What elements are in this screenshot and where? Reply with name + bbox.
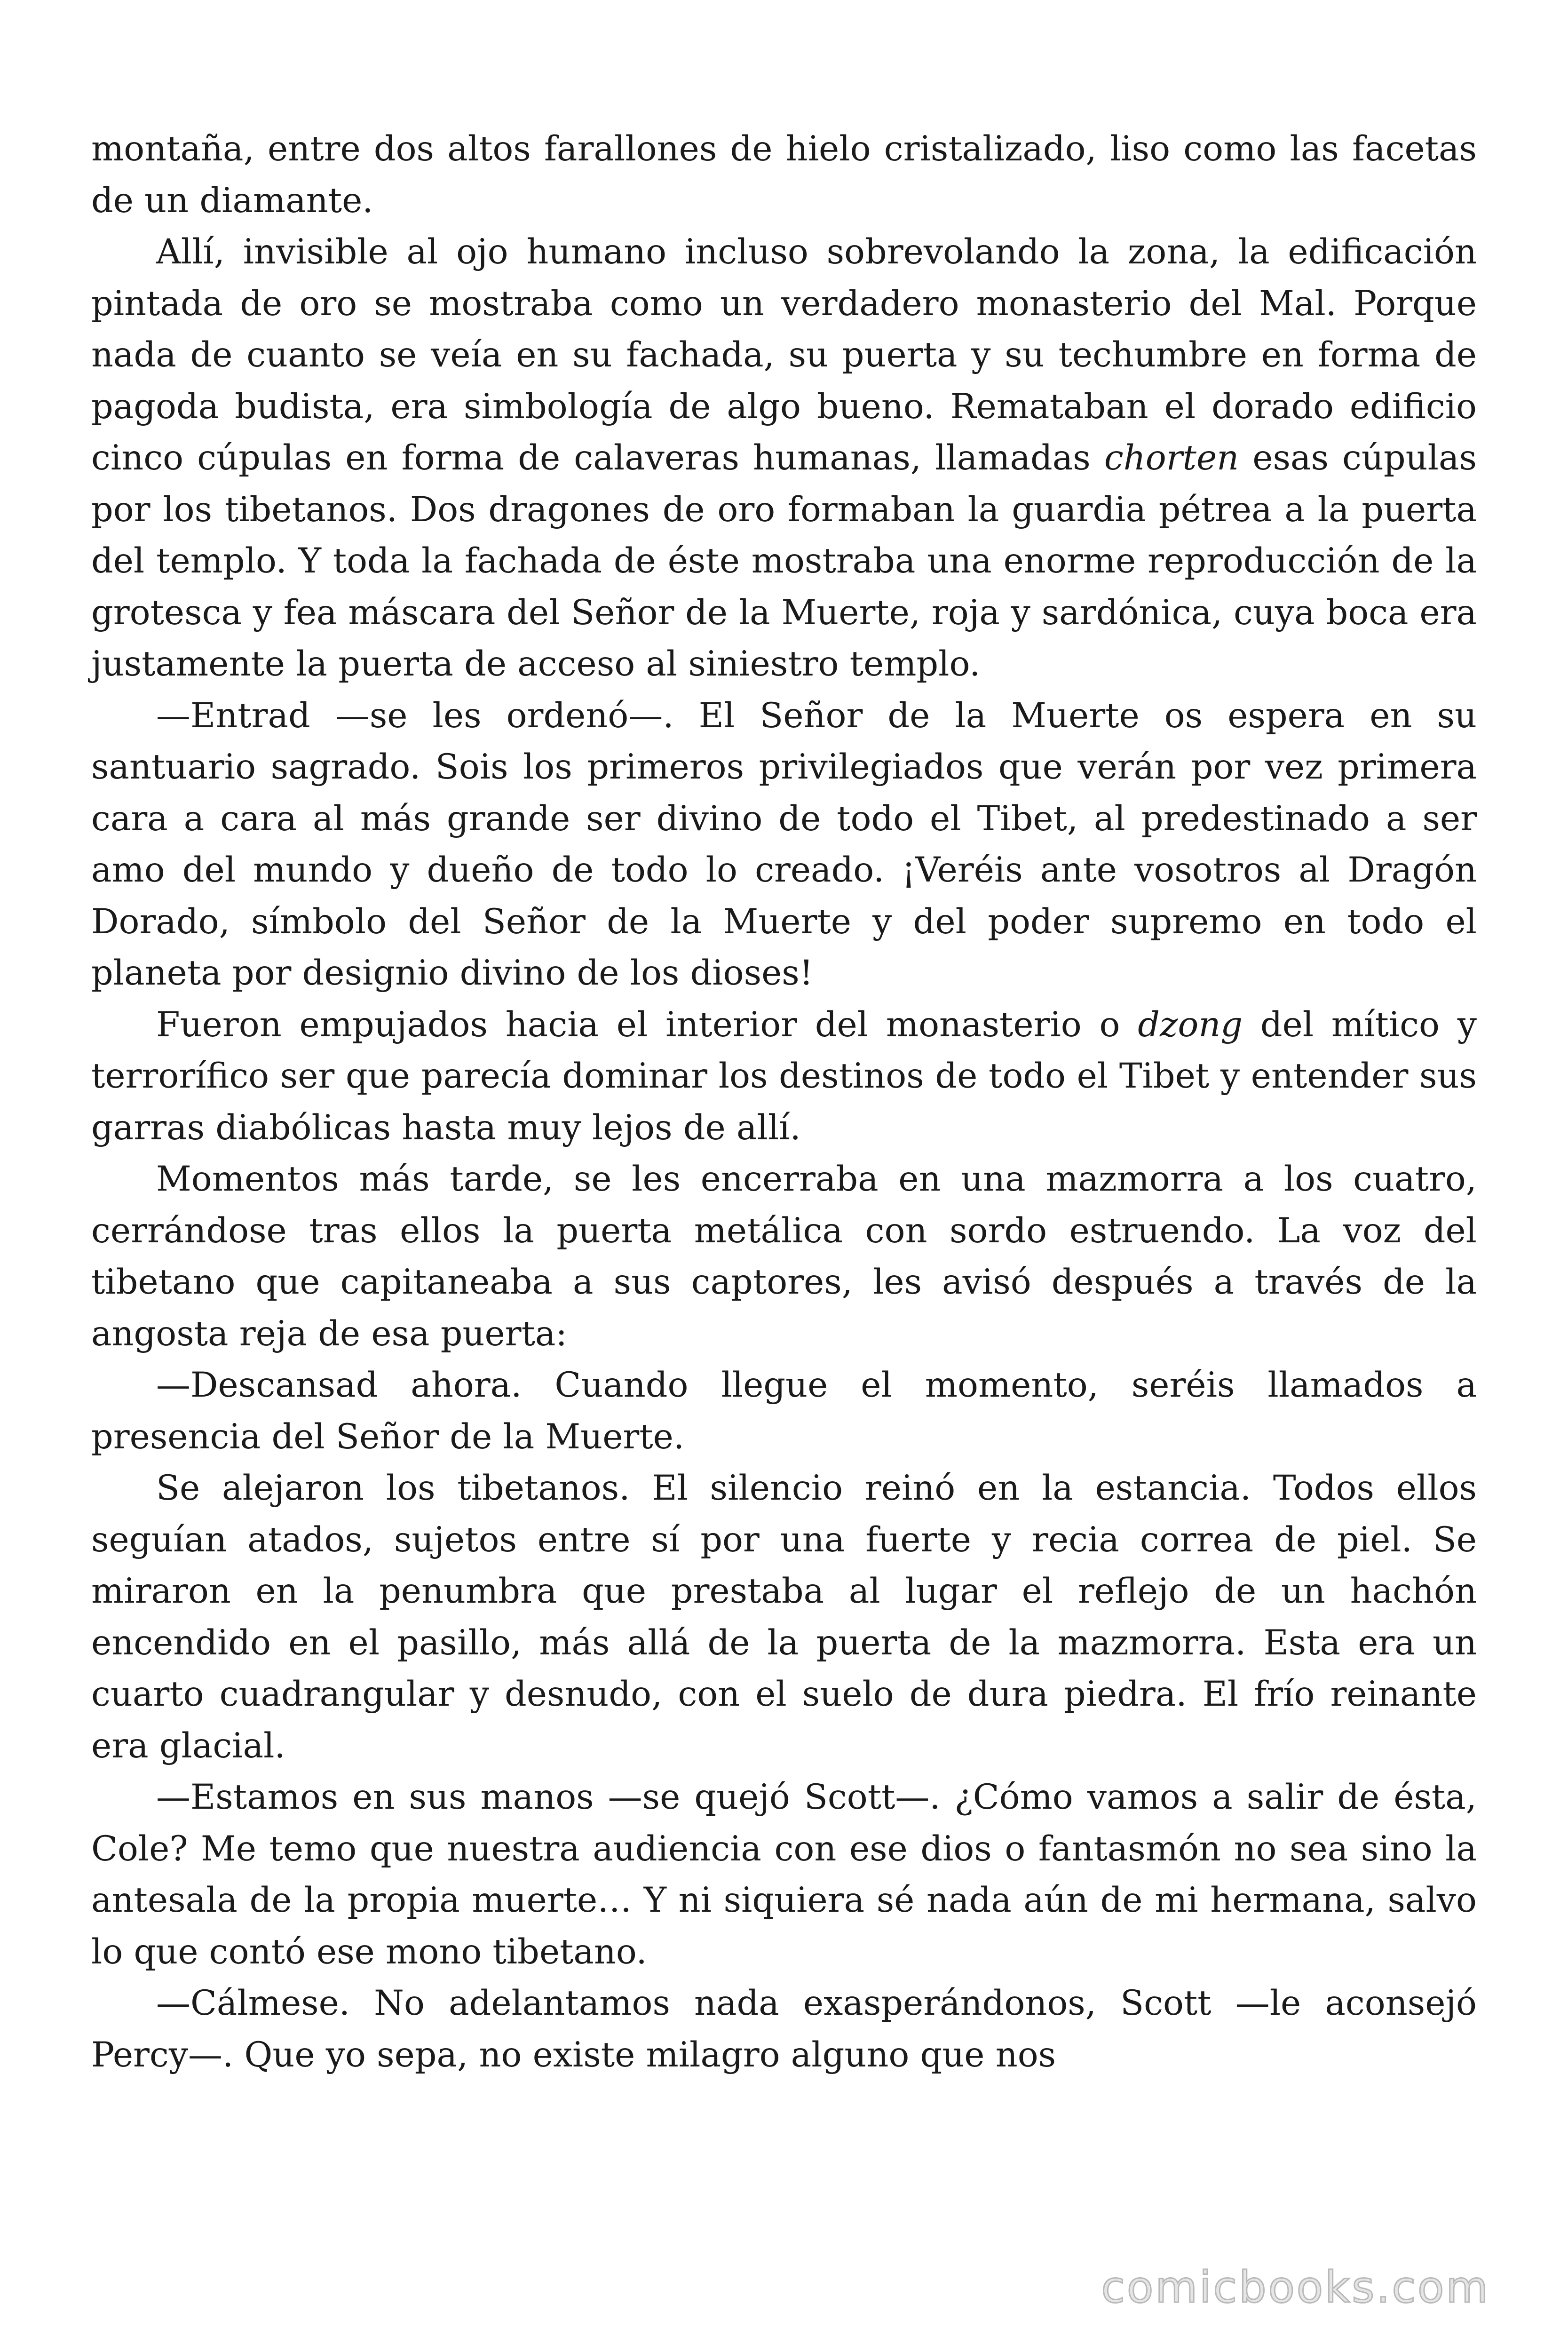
text-run: —Descansad ahora. Cuando llegue el momento, seréis llamados a presencia del Señor de la Muerte. <box>91 1365 1477 1457</box>
paragraph <box>91 1462 1477 1772</box>
text-run: del mítico y terrorífico ser que parecía dominar los destinos de todo el Tibet y entender sus garras diabólicas hasta muy lejos de allí. <box>91 1004 1477 1148</box>
text-run: Momentos más tarde, se les encerraba en una mazmorra a los cuatro, cerrándose tras ellos la puerta metálica con sordo estruendo. La voz del tibetano que capitaneaba a sus captores, les avisó después a través de la angosta reja de esa puerta: <box>91 1159 1477 1354</box>
paragraph <box>91 1772 1477 1978</box>
text-run: Allí, invisible al ojo humano incluso sobrevolando la zona, la edificación pintada de oro se mostraba como un verdadero monasterio del Mal. Porque nada de cuanto se veía en su fachada, su puerta y su techumbre en forma de pagoda budista, era simbología de algo bueno. Remataban el dorado edificio cinco cúpulas en forma de calaveras humanas, llamadas <box>91 232 1477 478</box>
italic-term: chorten <box>1104 438 1239 478</box>
paragraph <box>91 999 1477 1154</box>
text-run: Se alejaron los tibetanos. El silencio reinó en la estancia. Todos ellos seguían atados, sujetos entre sí por una fuerte y recia correa de piel. Se miraron en la penumbra que prestaba al lugar el reflejo de un hachón encendido en el pasillo, más allá de la puerta de la mazmorra. Esta era un cuarto cuadrangular y desnudo, con el suelo de dura piedra. El frío reinante era glacial. <box>91 1468 1477 1766</box>
italic-term: dzong <box>1138 1004 1243 1045</box>
paragraph <box>91 123 1477 226</box>
text-run: Fueron empujados hacia el interior del monasterio o <box>156 1004 1138 1045</box>
paragraph <box>91 1359 1477 1462</box>
paragraph <box>91 226 1477 690</box>
paragraph <box>91 1978 1477 2081</box>
text-run: montaña, entre dos altos farallones de hielo cristalizado, liso como las facetas de un diamante. <box>91 129 1477 221</box>
page-text <box>91 123 1477 2081</box>
text-run: —Estamos en sus manos —se quejó Scott—. ¿Cómo vamos a salir de ésta, Cole? Me temo que nuestra audiencia con ese dios o fantasmón no sea sino la antesala de la propia muerte… Y ni siquiera sé nada aún de mi hermana, salvo lo que contó ese mono tibetano. <box>91 1777 1477 1972</box>
paragraph <box>91 1153 1477 1359</box>
paragraph <box>91 690 1477 999</box>
text-run: —Entrad —se les ordenó—. El Señor de la Muerte os espera en su santuario sagrado. Sois los primeros privilegiados que verán por vez primera cara a cara al más grande ser divino de todo el Tibet, al predestinado a ser amo del mundo y dueño de todo lo creado. ¡Veréis ante vosotros al Dragón Dorado, símbolo del Señor de la Muerte y del poder supremo en todo el planeta por designio divino de los dioses! <box>91 695 1477 993</box>
text-run: esas cúpulas por los tibetanos. Dos dragones de oro formaban la guardia pétrea a la puerta del templo. Y toda la fachada de éste mostraba una enorme reproducción de la grotesca y fea máscara del Señor de la Muerte, roja y sardónica, cuya boca era justamente la puerta de acceso al siniestro templo. <box>91 438 1477 684</box>
text-run: —Cálmese. No adelantamos nada exasperándonos, Scott —le aconsejó Percy—. Que yo sepa, no existe milagro alguno que nos <box>91 1983 1477 2075</box>
watermark: comicbooks.com <box>1101 2262 1490 2312</box>
